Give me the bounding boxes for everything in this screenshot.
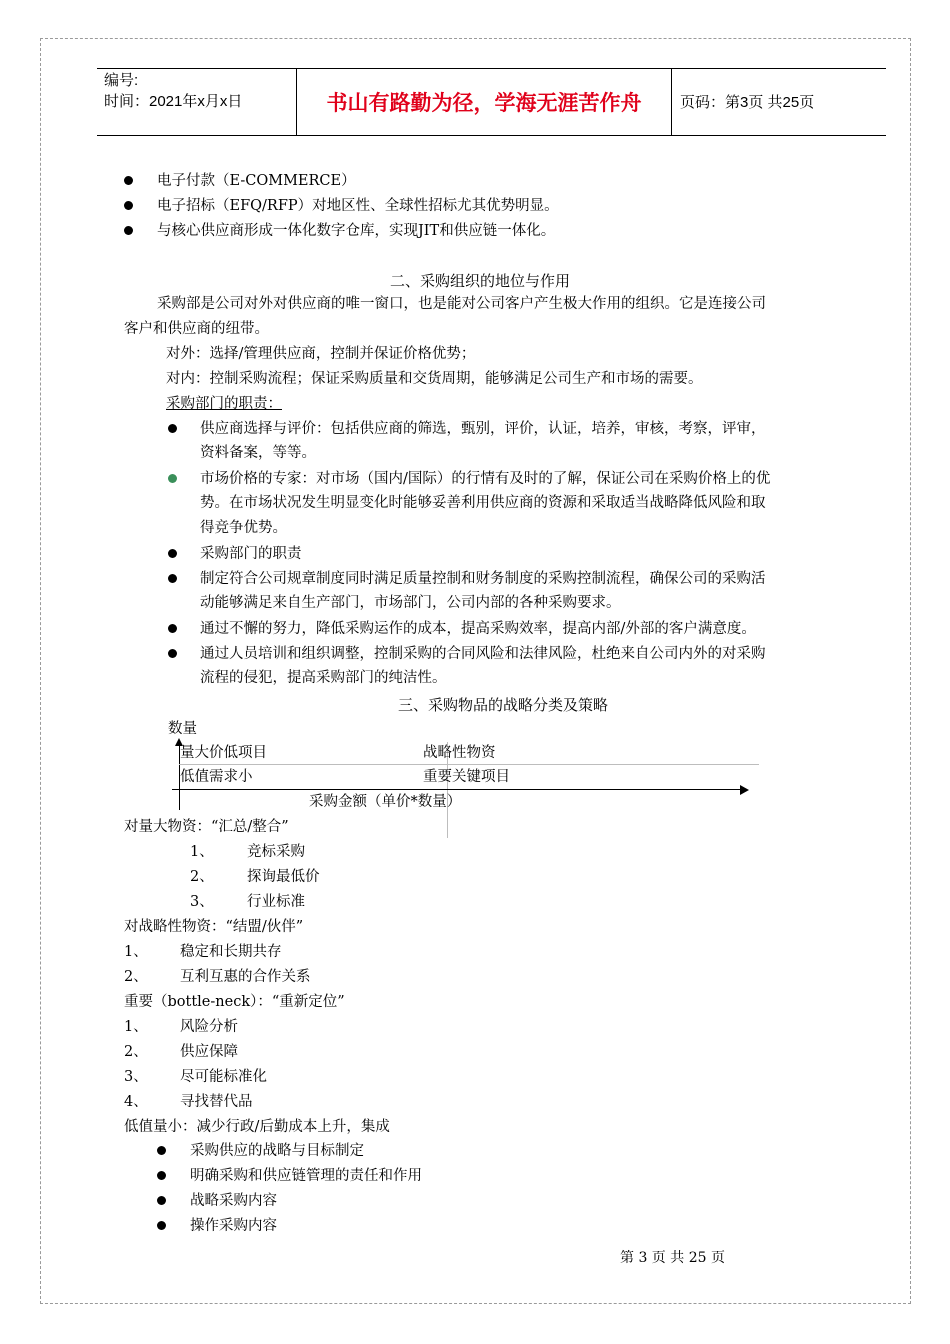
list-number: 2、 — [124, 1044, 148, 1060]
list-item: 采购部门的职责 — [200, 546, 302, 562]
matrix-x-axis — [172, 789, 742, 790]
list-item: 电子付款（E-COMMERCE） — [157, 173, 356, 189]
list-item: 行业标准 — [247, 894, 305, 910]
matrix-cell-bottom-left: 低值需求小 — [180, 769, 253, 785]
time-label: 时间：2021年x月x日 — [104, 93, 243, 110]
bullet-icon — [168, 474, 177, 483]
arrow-right-icon — [740, 785, 749, 795]
matrix-mid-rule — [179, 764, 759, 765]
bullet-icon — [168, 649, 177, 658]
subsection-title: 低值量小：减少行政/后勤成本上升，集成 — [124, 1119, 390, 1135]
list-item: 明确采购和供应链管理的责任和作用 — [190, 1168, 422, 1184]
list-item: 通过不懈的努力，降低采购运作的成本，提高采购效率，提高内部/外部的客户满意度。 — [200, 621, 756, 637]
header-divider — [671, 68, 672, 136]
list-number: 1、 — [124, 944, 148, 960]
list-item: 电子招标（EFQ/RFP）对地区性、全球性招标尤其优势明显。 — [157, 198, 559, 214]
header-page-label: 页码：第3页 共25页 — [680, 94, 815, 111]
list-number: 2、 — [124, 969, 148, 985]
bullet-icon — [168, 549, 177, 558]
list-number: 2、 — [190, 869, 214, 885]
bullet-icon — [157, 1221, 166, 1230]
list-item: 风险分析 — [180, 1019, 238, 1035]
paragraph-line: 客户和供应商的纽带。 — [124, 321, 269, 337]
list-item: 探询最低价 — [247, 869, 320, 885]
list-number: 1、 — [124, 1019, 148, 1035]
external-role: 对外：选择/管理供应商，控制并保证价格优势； — [166, 346, 476, 362]
list-item: 通过人员培训和组织调整，控制采购的合同风险和法律风险，杜绝来自公司内外的对采购 — [200, 646, 766, 662]
duties-label: 采购部门的职责： — [166, 396, 282, 412]
list-item: 供应保障 — [180, 1044, 238, 1060]
header-motto: 书山有路勤为径，学海无涯苦作舟 — [326, 91, 642, 115]
matrix-x-label: 采购金额（单价*数量） — [309, 794, 462, 810]
bullet-icon — [157, 1146, 166, 1155]
list-item: 尽可能标准化 — [180, 1069, 267, 1085]
list-number: 1、 — [190, 844, 214, 860]
subsection-title: 重要（bottle-neck）：“重新定位” — [124, 994, 345, 1010]
matrix-cell-top-right: 战略性物资 — [423, 745, 496, 761]
section-title: 三、采购物品的战略分类及策略 — [398, 696, 609, 714]
section-title: 二、采购组织的地位与作用 — [390, 272, 571, 290]
list-item: 互利互惠的合作关系 — [180, 969, 311, 985]
bullet-icon — [124, 201, 133, 210]
list-item: 市场价格的专家：对市场（国内/国际）的行情有及时的了解，保证公司在采购价格上的优 — [200, 471, 771, 487]
list-item: 竞标采购 — [247, 844, 305, 860]
list-item: 操作采购内容 — [190, 1218, 277, 1234]
list-number: 4、 — [124, 1094, 148, 1110]
number-label: 编号: — [104, 72, 139, 89]
list-number: 3、 — [124, 1069, 148, 1085]
list-item: 战略采购内容 — [190, 1193, 277, 1209]
list-item: 采购供应的战略与目标制定 — [190, 1143, 364, 1159]
matrix-cell-bottom-right: 重要关键项目 — [423, 769, 510, 785]
list-item: 与核心供应商形成一体化数字仓库，实现JIT和供应链一体化。 — [157, 223, 556, 239]
list-item: 供应商选择与评价：包括供应商的筛选，甄别，评价，认证，培养，审核，考察，评审， — [200, 421, 766, 437]
matrix-y-label: 数量 — [168, 721, 197, 737]
bullet-icon — [157, 1171, 166, 1180]
paragraph-line: 采购部是公司对外对供应商的唯一窗口，也是能对公司客户产生极大作用的组织。它是连接公司 — [157, 296, 766, 312]
matrix-cell-top-left: 量大价低项目 — [180, 745, 267, 761]
subsection-title: 对战略性物资：“结盟/伙伴” — [124, 919, 304, 935]
list-item-continued: 资料备案，等等。 — [200, 445, 316, 461]
list-item-continued: 动能够满足来自生产部门，市场部门，公司内部的各种采购要求。 — [200, 595, 621, 611]
bullet-icon — [124, 176, 133, 185]
internal-role: 对内：控制采购流程；保证采购质量和交货周期，能够满足公司生产和市场的需要。 — [166, 371, 703, 387]
bullet-icon — [157, 1196, 166, 1205]
list-number: 3、 — [190, 894, 214, 910]
bullet-icon — [168, 574, 177, 583]
subsection-title: 对量大物资：“汇总/整合” — [124, 819, 289, 835]
header-meta — [104, 70, 242, 112]
page-footer: 第 3 页 共 25 页 — [620, 1250, 725, 1266]
bullet-icon — [168, 624, 177, 633]
list-item: 制定符合公司规章制度同时满足质量控制和财务制度的采购控制流程，确保公司的采购活 — [200, 571, 766, 587]
bullet-icon — [124, 226, 133, 235]
bullet-icon — [168, 424, 177, 433]
list-item: 稳定和长期共存 — [180, 944, 282, 960]
list-item-continued: 流程的侵犯，提高采购部门的纯洁性。 — [200, 670, 447, 686]
list-item-continued: 得竞争优势。 — [200, 520, 287, 536]
list-item: 寻找替代品 — [180, 1094, 253, 1110]
list-item-continued: 势。在市场状况发生明显变化时能够妥善利用供应商的资源和采取适当战略降低风险和取 — [200, 495, 766, 511]
